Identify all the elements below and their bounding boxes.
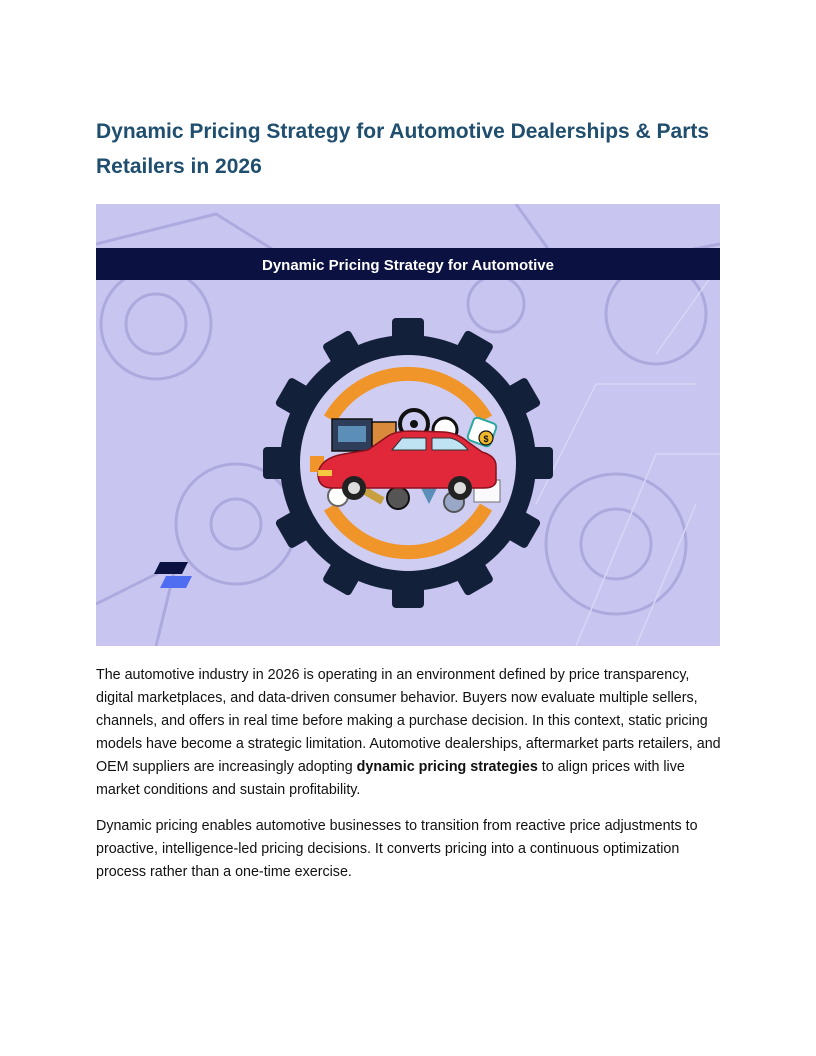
banner-title: Dynamic Pricing Strategy for Automotive bbox=[261, 257, 555, 274]
svg-text:$: $ bbox=[483, 434, 489, 444]
page-title: Dynamic Pricing Strategy for Automotive Dealerships & Parts Retailers in 2026 bbox=[96, 120, 710, 178]
hero-figure bbox=[96, 204, 720, 646]
hero-illustration bbox=[96, 204, 720, 646]
paragraph-1 bbox=[96, 664, 722, 802]
dynamic-pricing-strategies-emphasis: dynamic pricing strategies bbox=[356, 759, 538, 775]
article-body bbox=[96, 664, 722, 897]
paragraph-1-text: The automotive industry in 2026 is operating in an environment defined by price transparency, digital marketplaces, and data-driven consumer behavior. Buyers now evaluate multiple sellers, channels, and offers in real time before making a purchase decision. In this context, static pricing models have become a strategic limitation. Automotive dealerships, aftermarket parts retailers, and OEM suppliers are increasingly adopting bbox=[96, 667, 721, 775]
paragraph-1-tail: to align prices with live market conditions and sustain profitability. bbox=[96, 759, 685, 798]
paragraph-2: Dynamic pricing enables automotive businesses to transition from reactive price adjustments to proactive, intelligence-led pricing decisions. It converts pricing into a continuous optimization process rather than a one-time exercise. bbox=[96, 818, 698, 880]
